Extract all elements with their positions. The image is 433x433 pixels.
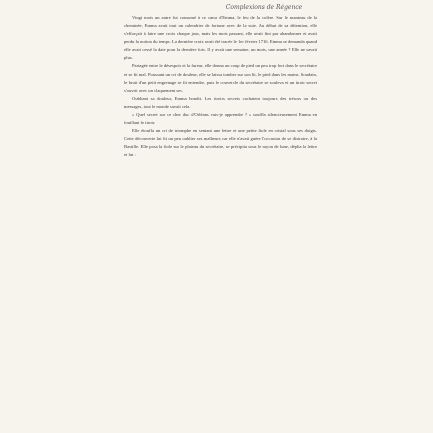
paragraph: « Quel secret sur ce cher duc d'Orléans vais-je apprendre ? » souffla silencieusement Emma en fouillant le tiroir. [124,111,317,126]
body-text [124,14,317,159]
paragraph: Partagée entre le désespoir et la fureur, elle donna un coup de pied un peu trop fort dans le secrétaire et se fit mal. Poussant un cri de douleur, elle se laissa tomber sur son lit, le pied dans les mains. Soudain, le bruit d'un petit engrenage se fit entendre, puis le couvercle du secrétaire se souleva et un tiroir secret s'ouvrit avec un claquement sec. [124,63,317,93]
paragraph: Vingt mois un autre fut consumé à ce cœur d'Emma, le feu de la colère. Sur le manteau de la cheminée, Emma avait tout un calendrier de fortune avec de la suie. Au début de sa détention, elle s'efforçait à faire une croix chaque jour, mais les mois passant, elle avait fini par abandonner et avait perdu la notion du temps. La dernière croix avait été tracée le 1er février 1716. Emma se demanda quand elle avait cessé la date pour la dernière fois. Il y avait une semaine, un mois, une année ? Elle ne savait plus. [124,15,317,61]
paragraph: Oubliant sa douleur, Emma bondit. Les tiroirs secrets cachaient toujours des trésors ou des messages, tout le monde savait cela. [124,95,317,109]
paragraph: Elle étouffa un cri de triomphe en sentant une lettre et une petite fiole en cristal sous ses doigts. Cette découverte lui fit un peu oublier ses malheurs car elle n'avait guère l'occasion de se distraire, à la Bastille. Elle posa la fiole sur le plateau du secrétaire, se précipita sous le rayon de lune, déplia la lettre et lut : [124,128,317,158]
running-header: Complexions de Régence [225,4,303,11]
